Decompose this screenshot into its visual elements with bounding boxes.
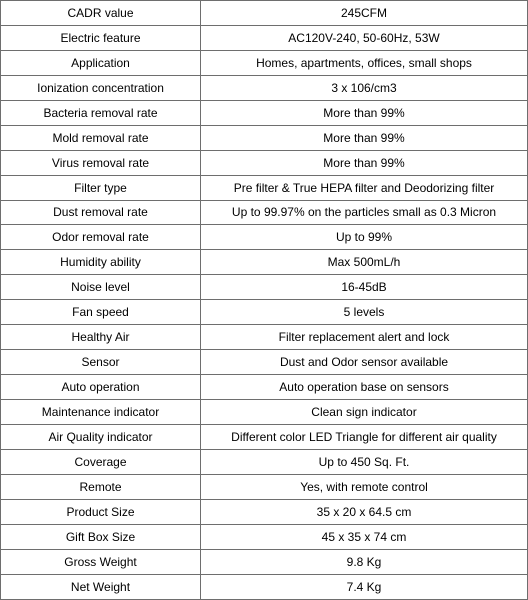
spec-label: Air Quality indicator — [1, 424, 201, 449]
table-row — [1, 250, 528, 275]
spec-value: Auto operation base on sensors — [201, 375, 528, 400]
table-row — [1, 150, 528, 175]
table-row — [1, 350, 528, 375]
spec-label: Remote — [1, 474, 201, 499]
spec-value: 3 x 106/cm3 — [201, 75, 528, 100]
spec-value: More than 99% — [201, 125, 528, 150]
spec-label: Gift Box Size — [1, 524, 201, 549]
spec-value: Up to 450 Sq. Ft. — [201, 449, 528, 474]
table-row — [1, 375, 528, 400]
table-row — [1, 524, 528, 549]
spec-label: Net Weight — [1, 574, 201, 599]
spec-label: Maintenance indicator — [1, 400, 201, 425]
spec-value: 45 x 35 x 74 cm — [201, 524, 528, 549]
spec-value: 5 levels — [201, 300, 528, 325]
spec-value: AC120V-240, 50-60Hz, 53W — [201, 25, 528, 50]
spec-label: Application — [1, 50, 201, 75]
spec-table-body — [1, 1, 528, 600]
table-row — [1, 574, 528, 599]
spec-value: 9.8 Kg — [201, 549, 528, 574]
table-row — [1, 1, 528, 26]
spec-label: Filter type — [1, 175, 201, 200]
spec-label: Gross Weight — [1, 549, 201, 574]
table-row — [1, 100, 528, 125]
table-row — [1, 275, 528, 300]
spec-label: Auto operation — [1, 375, 201, 400]
spec-value: 35 x 20 x 64.5 cm — [201, 499, 528, 524]
spec-value: More than 99% — [201, 150, 528, 175]
spec-label: CADR value — [1, 1, 201, 26]
spec-value: Yes, with remote control — [201, 474, 528, 499]
spec-label: Ionization concentration — [1, 75, 201, 100]
spec-label: Bacteria removal rate — [1, 100, 201, 125]
table-row — [1, 75, 528, 100]
spec-label: Mold removal rate — [1, 125, 201, 150]
table-row — [1, 300, 528, 325]
spec-value: Clean sign indicator — [201, 400, 528, 425]
spec-label: Electric feature — [1, 25, 201, 50]
spec-value: Max 500mL/h — [201, 250, 528, 275]
table-row — [1, 424, 528, 449]
spec-value: 7.4 Kg — [201, 574, 528, 599]
spec-value: Filter replacement alert and lock — [201, 325, 528, 350]
spec-value: Dust and Odor sensor available — [201, 350, 528, 375]
spec-value: Up to 99% — [201, 225, 528, 250]
table-row — [1, 225, 528, 250]
table-row — [1, 449, 528, 474]
spec-label: Noise level — [1, 275, 201, 300]
spec-value: More than 99% — [201, 100, 528, 125]
spec-value: Homes, apartments, offices, small shops — [201, 50, 528, 75]
table-row — [1, 325, 528, 350]
spec-label: Fan speed — [1, 300, 201, 325]
spec-value: Pre filter & True HEPA filter and Deodorizing filter — [201, 175, 528, 200]
table-row — [1, 125, 528, 150]
spec-value: Up to 99.97% on the particles small as 0.3 Micron — [201, 200, 528, 225]
spec-label: Humidity ability — [1, 250, 201, 275]
table-row — [1, 400, 528, 425]
table-row — [1, 25, 528, 50]
table-row — [1, 549, 528, 574]
table-row — [1, 499, 528, 524]
spec-label: Odor removal rate — [1, 225, 201, 250]
spec-label: Virus removal rate — [1, 150, 201, 175]
spec-value: 16-45dB — [201, 275, 528, 300]
spec-label: Product Size — [1, 499, 201, 524]
spec-label: Coverage — [1, 449, 201, 474]
spec-value: 245CFM — [201, 1, 528, 26]
spec-label: Healthy Air — [1, 325, 201, 350]
table-row — [1, 175, 528, 200]
spec-label: Sensor — [1, 350, 201, 375]
spec-label: Dust removal rate — [1, 200, 201, 225]
table-row — [1, 50, 528, 75]
table-row — [1, 474, 528, 499]
spec-value: Different color LED Triangle for different air quality — [201, 424, 528, 449]
table-row — [1, 200, 528, 225]
